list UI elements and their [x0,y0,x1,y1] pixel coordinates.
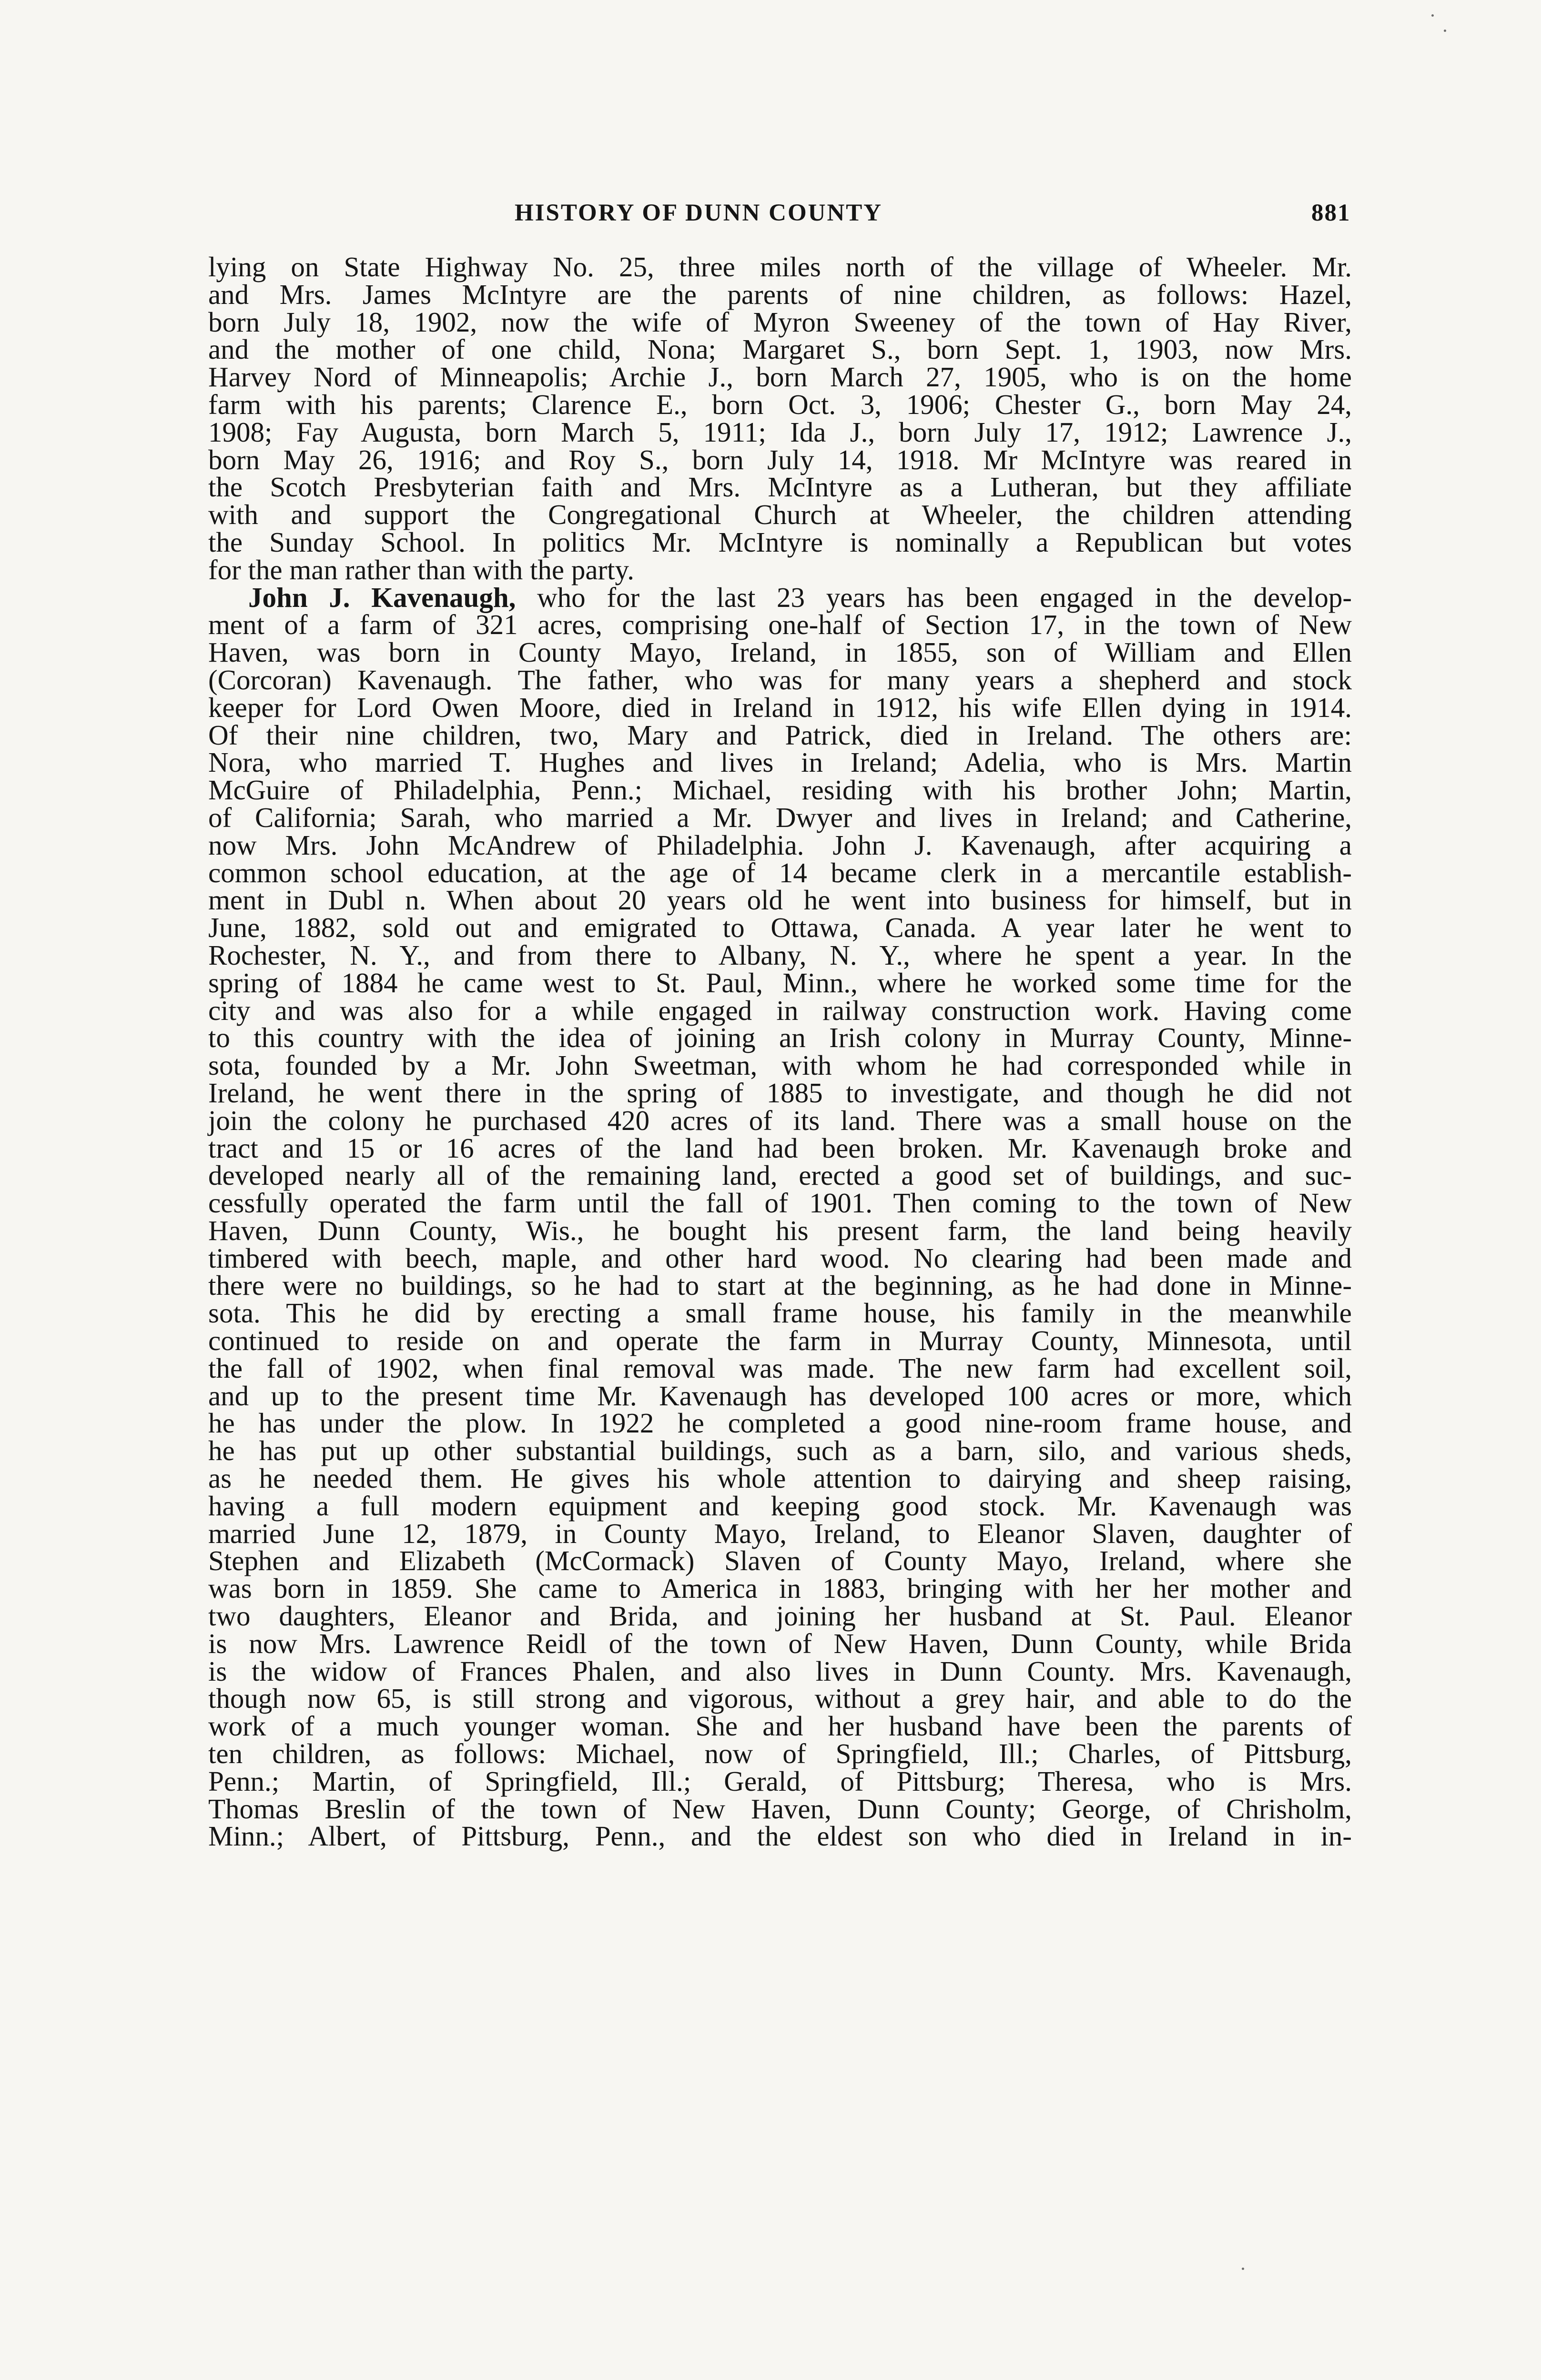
text-line: of California; Sarah, who married a Mr. Dwyer and lives in Ireland; and Catherine, [208,801,1352,833]
text-line: continued to reside on and operate the farm in Murray County, Minnesota, until [208,1325,1352,1357]
text-line: spring of 1884 he came west to St. Paul, Minn., where he worked some time for the [208,967,1352,998]
text-line: Penn.; Martin, of Springfield, Ill.; Gerald, of Pittsburg; Theresa, who is Mrs. [208,1765,1352,1797]
text-line: is the widow of Frances Phalen, and also lives in Dunn County. Mrs. Kavenaugh, [208,1655,1352,1687]
biography-opening-line [208,581,1352,613]
body-text [208,253,1352,1878]
text-line: ment of a farm of 321 acres, comprising one-half of Section 17, in the town of New [208,609,1352,641]
text-line: cessfully operated the farm until the fall of 1901. Then coming to the town of New [208,1187,1352,1219]
text-line-fragment: who for the last 23 years has been engaged in the develop- [537,581,1352,613]
text-line: farm with his parents; Clarence E., born Oct. 3, 1906; Chester G., born May 24, [208,388,1352,420]
text-line: to this country with the idea of joining an Irish colony in Murray County, Minne- [208,1022,1352,1054]
text-line: Ireland, he went there in the spring of 1885 to investigate, and though he did not [208,1077,1352,1109]
text-line: and Mrs. James McIntyre are the parents of nine children, as follows: Hazel, [208,278,1352,310]
text-line: there were no buildings, so he had to start at the beginning, as he had done in Minne- [208,1270,1352,1301]
text-line: (Corcoran) Kavenaugh. The father, who was for many years a shepherd and stock [208,664,1352,696]
text-line: now Mrs. John McAndrew of Philadelphia. John J. Kavenaugh, after acquiring a [208,829,1352,861]
text-line: city and was also for a while engaged in railway construction work. Having come [208,994,1352,1026]
text-line: sota, founded by a Mr. John Sweetman, with whom he had corresponded while in [208,1049,1352,1081]
text-line: Haven, was born in County Mayo, Ireland, in 1855, son of William and Ellen [208,636,1352,668]
text-line: two daughters, Eleanor and Brida, and joining her husband at St. Paul. Eleanor [208,1600,1352,1632]
text-line: Nora, who married T. Hughes and lives in Ireland; Adelia, who is Mrs. Martin [208,746,1352,778]
text-line: married June 12, 1879, in County Mayo, Ireland, to Eleanor Slaven, daughter of [208,1517,1352,1549]
text-line: timbered with beech, maple, and other hard wood. No clearing had been made and [208,1242,1352,1274]
text-line: join the colony he purchased 420 acres of its land. There was a small house on the [208,1104,1352,1136]
text-line: was born in 1859. She came to America in 1883, bringing with her her mother and [208,1573,1352,1604]
text-line: common school education, at the age of 14 became clerk in a mercantile establish- [208,857,1352,888]
text-line: he has put up other substantial buildings, such as a barn, silo, and various sheds, [208,1435,1352,1467]
text-line: 1908; Fay Augusta, born March 5, 1911; Ida J., born July 17, 1912; Lawrence J., [208,416,1352,448]
text-line: developed nearly all of the remaining land, erected a good set of buildings, and suc- [208,1160,1352,1191]
text-line: Stephen and Elizabeth (McCormack) Slaven of County Mayo, Ireland, where she [208,1545,1352,1577]
text-line: keeper for Lord Owen Moore, died in Ireland in 1912, his wife Ellen dying in 1914. [208,691,1352,723]
text-line: having a full modern equipment and keeping good stock. Mr. Kavenaugh was [208,1490,1352,1522]
text-line: McGuire of Philadelphia, Penn.; Michael, residing with his brother John; Martin, [208,774,1352,806]
text-line: and the mother of one child, Nona; Margaret S., born Sept. 1, 1903, now Mrs. [208,333,1352,365]
text-line: Minn.; Albert, of Pittsburg, Penn., and the eldest son who died in Ireland in in- [208,1820,1352,1852]
text-line: he has under the plow. In 1922 he completed a good nine-room frame house, and [208,1407,1352,1439]
text-line: as he needed them. He gives his whole attention to dairying and sheep raising, [208,1462,1352,1494]
text-line [208,1850,1352,1878]
text-line: lying on State Highway No. 25, three miles north of the village of Wheeler. Mr. [208,251,1352,282]
text-line: the Scotch Presbyterian faith and Mrs. McIntyre as a Lutheran, but they affiliate [208,471,1352,503]
text-line: is now Mrs. Lawrence Reidl of the town of New Haven, Dunn County, while Brida [208,1627,1352,1659]
text-line: though now 65, is still strong and vigorous, without a grey hair, and able to do the [208,1683,1352,1714]
text-line: ten children, as follows: Michael, now of Springfield, Ill.; Charles, of Pittsburg, [208,1738,1352,1770]
scan-speck [1444,30,1446,32]
text-line: for the man rather than with the party. [208,554,634,585]
text-line: Haven, Dunn County, Wis., he bought his present farm, the land being heavily [208,1214,1352,1246]
text-line: tract and 15 or 16 acres of the land had been broken. Mr. Kavenaugh broke and [208,1132,1352,1164]
running-head-title: HISTORY OF DUNN COUNTY [515,200,883,226]
text-line: born May 26, 1916; and Roy S., born July 14, 1918. Mr McIntyre was reared in [208,444,1352,475]
text-line: Thomas Breslin of the town of New Haven, Dunn County; George, of Chrisholm, [208,1793,1352,1825]
text-line: with and support the Congregational Church at Wheeler, the children attending [208,499,1352,531]
text-line: and up to the present time Mr. Kavenaugh has developed 100 acres or more, which [208,1380,1352,1412]
text-line: Rochester, N. Y., and from there to Albany, N. Y., where he spent a year. In the [208,939,1352,971]
page-number: 881 [1311,200,1351,226]
scan-speck [1431,14,1434,17]
text-line: the Sunday School. In politics Mr. McIntyre is nominally a Republican but votes [208,526,1352,558]
scan-speck [1242,2268,1244,2270]
text-line: Of their nine children, two, Mary and Patrick, died in Ireland. The others are: [208,719,1352,751]
text-line: work of a much younger woman. She and her husband have been the parents of [208,1710,1352,1742]
biography-name: John J. Kavenaugh, [248,581,516,613]
text-line: the fall of 1902, when final removal was made. The new farm had excellent soil, [208,1352,1352,1384]
text-line: sota. This he did by erecting a small frame house, his family in the meanwhile [208,1297,1352,1329]
text-line: Harvey Nord of Minneapolis; Archie J., born March 27, 1905, who is on the home [208,361,1352,393]
text-line: ment in Dubl n. When about 20 years old he went into business for himself, but in [208,884,1352,916]
text-line: born July 18, 1902, now the wife of Myron Sweeney of the town of Hay River, [208,306,1352,338]
text-line: June, 1882, sold out and emigrated to Ottawa, Canada. A year later he went to [208,912,1352,944]
